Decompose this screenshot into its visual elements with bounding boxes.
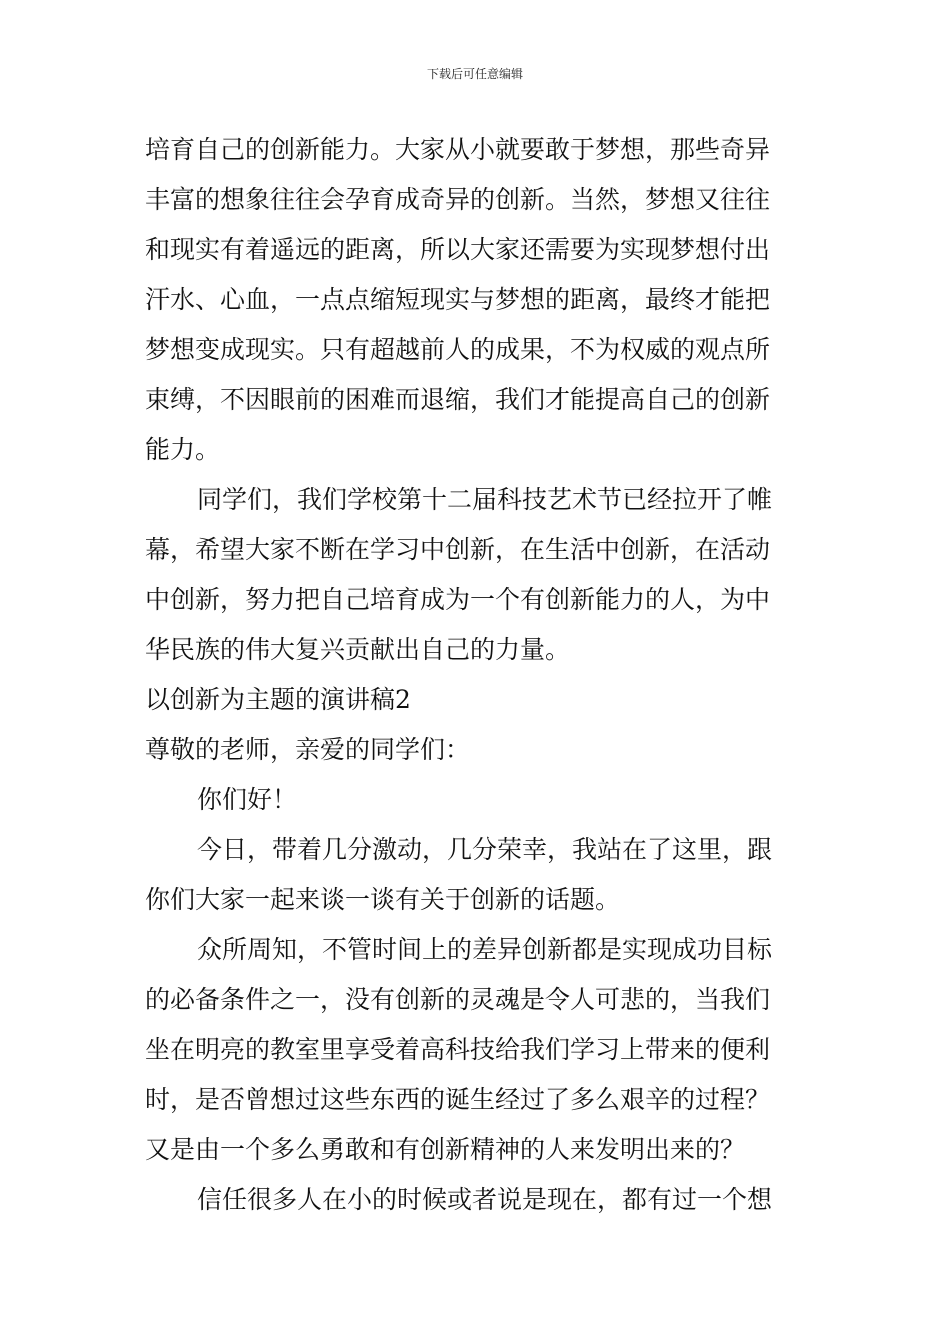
text-line: 又是由一个多么勇敢和有创新精神的人来发明出来的？ [145,1135,746,1164]
text-line: 以创新为主题的演讲稿2 [145,685,411,714]
document-body [145,125,810,1225]
text-line: 和现实有着遥远的距离，所以大家还需要为实现梦想付出 [145,235,771,264]
text-line: 梦想变成现实。只有超越前人的成果，不为权威的观点所 [145,335,771,364]
text-line: 华民族的伟大复兴贡献出自己的力量。 [145,635,571,664]
text-line: 培育自己的创新能力。大家从小就要敢于梦想，那些奇异 [145,135,771,164]
text-line: 坐在明亮的教室里享受着高科技给我们学习上带来的便利 [145,1035,771,1064]
text-line: 时，是否曾想过这些东西的诞生经过了多么艰辛的过程？ [145,1085,771,1114]
text-line: 尊敬的老师，亲爱的同学们： [145,735,471,764]
text-line: 汗水、心血，一点点缩短现实与梦想的距离，最终才能把 [145,285,771,314]
page-header-note: 下载后可任意编辑 [426,67,523,81]
text-line: 众所周知，不管时间上的差异创新都是实现成功目标 [197,935,773,964]
text-line: 束缚，不因眼前的困难而退缩，我们才能提高自己的创新 [145,385,771,414]
text-line: 幕，希望大家不断在学习中创新，在生活中创新，在活动 [145,535,771,564]
text-line: 中创新，努力把自己培育成为一个有创新能力的人，为中 [145,585,771,614]
text-line: 丰富的想象往往会孕育成奇异的创新。当然，梦想又往往 [145,185,771,214]
text-line: 的必备条件之一，没有创新的灵魂是令人可悲的，当我们 [145,985,771,1014]
text-line: 你们好！ [197,785,298,814]
text-line: 信任很多人在小的时候或者说是现在，都有过一个想 [197,1185,773,1214]
text-line: 能力。 [145,435,221,464]
text-line: 今日，带着几分激动，几分荣幸，我站在了这里，跟 [197,835,773,864]
text-line: 同学们，我们学校第十二届科技艺术节已经拉开了帷 [197,485,773,514]
text-line: 你们大家一起来谈一谈有关于创新的话题。 [145,885,621,914]
